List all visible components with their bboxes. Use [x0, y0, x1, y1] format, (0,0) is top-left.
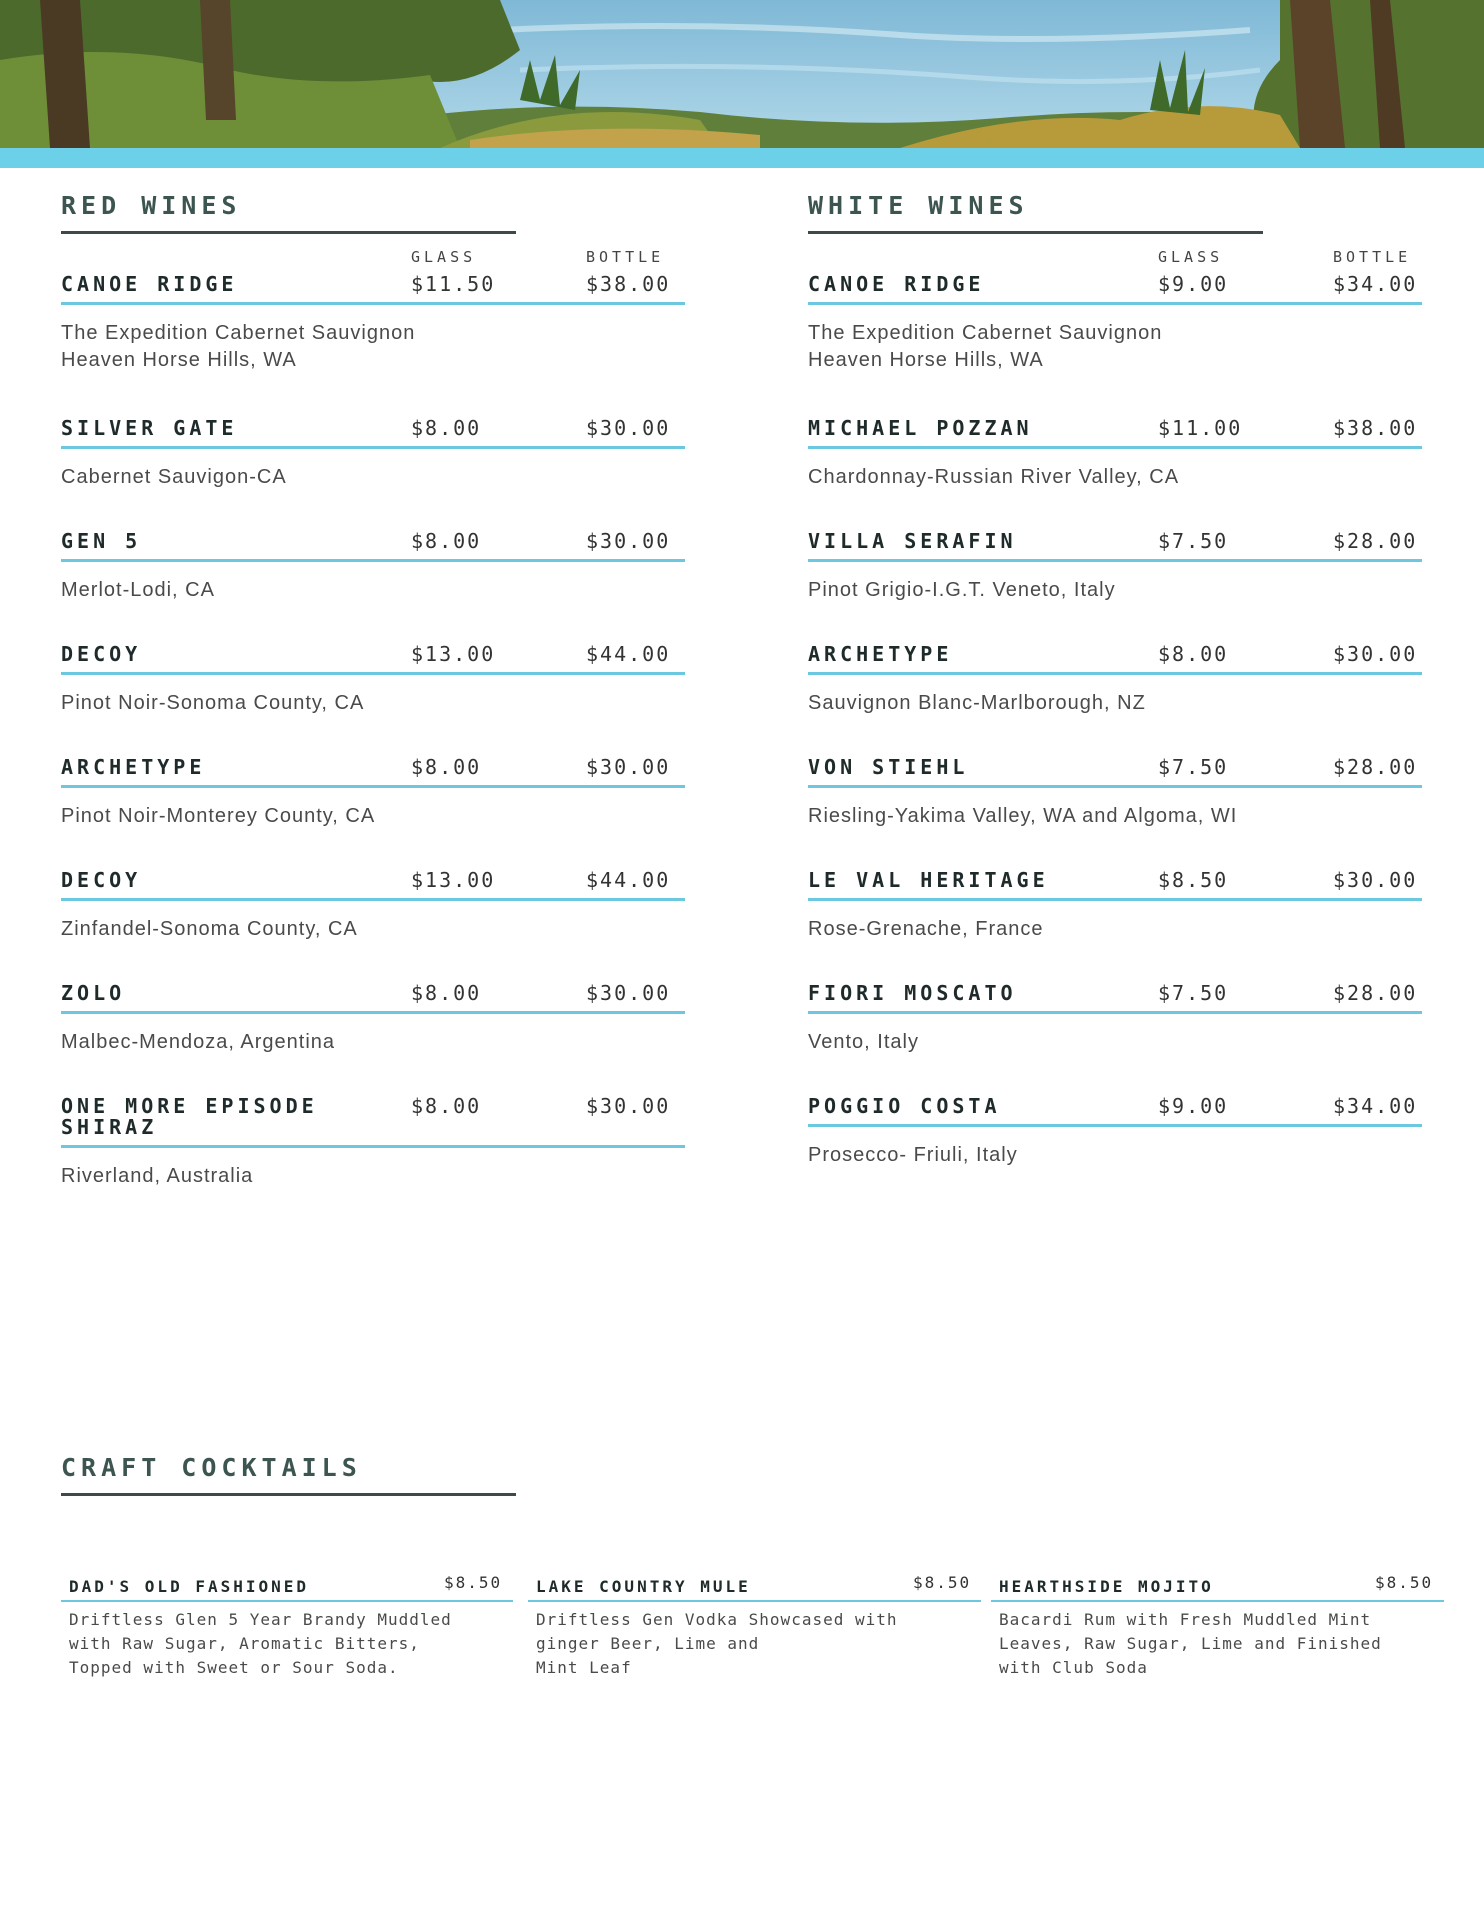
wine-item [808, 412, 1422, 491]
bottle-price: $30.00 [1333, 868, 1418, 892]
wine-item [61, 412, 685, 491]
wine-name: VILLA SERAFIN [808, 529, 1017, 553]
cocktail-price: $8.50 [1375, 1573, 1434, 1592]
wine-divider [808, 672, 1422, 675]
wine-description: Rose-Grenache, France [808, 918, 1044, 940]
wine-name: CANOE RIDGE [808, 272, 985, 296]
wine-name: FIORI MOSCATO [808, 981, 1017, 1005]
glass-header: GLASS [1158, 248, 1224, 266]
glass-price: $8.00 [411, 529, 482, 553]
wine-divider [61, 1145, 685, 1148]
wine-description: The Expedition Cabernet Sauvignon Heaven Horse Hills, WA [61, 322, 416, 371]
cocktail-name: LAKE COUNTRY MULE [536, 1577, 751, 1596]
cocktail-divider [61, 1600, 513, 1602]
wine-name: MICHAEL POZZAN [808, 416, 1033, 440]
wine-item [808, 977, 1422, 1056]
wine-divider [61, 559, 685, 562]
wine-item [61, 864, 685, 943]
wine-name: ONE MORE EPISODE SHIRAZ [61, 1094, 318, 1139]
wine-divider [61, 785, 685, 788]
bottle-price: $34.00 [1333, 272, 1418, 296]
glass-price: $7.50 [1158, 529, 1229, 553]
wine-description: Sauvignon Blanc-Marlborough, NZ [808, 692, 1146, 714]
wine-divider [61, 302, 685, 305]
cocktails-title: CRAFT COCKTAILS [61, 1453, 362, 1482]
glass-price: $9.00 [1158, 1094, 1229, 1118]
wine-description: Zinfandel-Sonoma County, CA [61, 918, 358, 940]
glass-price: $8.00 [411, 981, 482, 1005]
bottle-price: $30.00 [1333, 642, 1418, 666]
wine-item [61, 977, 685, 1056]
cocktail-name: DAD'S OLD FASHIONED [69, 1577, 310, 1596]
wine-description: Malbec-Mendoza, Argentina [61, 1031, 336, 1053]
wine-name: LE VAL HERITAGE [808, 868, 1049, 892]
wine-divider [61, 672, 685, 675]
landscape-painting-icon [0, 0, 1484, 148]
glass-header: GLASS [411, 248, 477, 266]
wine-item [61, 638, 685, 717]
glass-price: $8.00 [411, 1094, 482, 1118]
wine-name: DECOY [61, 868, 142, 892]
wine-row [61, 638, 685, 665]
wine-row [808, 638, 1422, 665]
wine-row [808, 977, 1422, 1004]
bottle-price: $30.00 [586, 529, 671, 553]
cocktail-divider [991, 1600, 1444, 1602]
wine-description: Pinot Noir-Sonoma County, CA [61, 692, 365, 714]
wine-divider [808, 559, 1422, 562]
wine-divider [808, 446, 1422, 449]
cocktail-name: HEARTHSIDE MOJITO [999, 1577, 1214, 1596]
bottle-header: BOTTLE [586, 248, 665, 266]
wine-description: Prosecco- Friuli, Italy [808, 1144, 1018, 1166]
wine-row [61, 525, 685, 552]
wine-row [61, 977, 685, 1004]
glass-price: $8.00 [411, 416, 482, 440]
cocktail-price: $8.50 [913, 1573, 972, 1592]
bottle-price: $38.00 [1333, 416, 1418, 440]
wine-item [61, 751, 685, 830]
wine-item [808, 1090, 1422, 1169]
wine-description: Merlot-Lodi, CA [61, 579, 215, 601]
wine-name: ZOLO [61, 981, 126, 1005]
wine-item [61, 1090, 685, 1190]
wine-divider [808, 1124, 1422, 1127]
column-headers [61, 234, 685, 268]
wine-name: SILVER GATE [61, 416, 238, 440]
wine-description: Chardonnay-Russian River Valley, CA [808, 466, 1180, 488]
wine-name: GEN 5 [61, 529, 142, 553]
bottle-price: $38.00 [586, 272, 671, 296]
glass-price: $11.00 [1158, 416, 1243, 440]
cocktails-header [61, 1450, 531, 1496]
wine-name: POGGIO COSTA [808, 1094, 1001, 1118]
wine-row [808, 525, 1422, 552]
glass-price: $13.00 [411, 642, 496, 666]
banner-painting [0, 0, 1484, 148]
bottle-price: $44.00 [586, 868, 671, 892]
wine-divider [808, 898, 1422, 901]
wine-description: Cabernet Sauvigon-CA [61, 466, 287, 488]
wine-divider [61, 898, 685, 901]
wine-row [61, 864, 685, 891]
glass-price: $8.00 [411, 755, 482, 779]
cocktail-description: Bacardi Rum with Fresh Muddled Mint Leaves, Raw Sugar, Lime and Finished with Club Soda [999, 1610, 1382, 1677]
white-wines-title: WHITE WINES [808, 191, 1029, 220]
wine-description: Pinot Grigio-I.G.T. Veneto, Italy [808, 579, 1116, 601]
wine-description: Pinot Noir-Monterey County, CA [61, 805, 376, 827]
glass-price: $9.00 [1158, 272, 1229, 296]
wine-description: The Expedition Cabernet Sauvignon Heaven Horse Hills, WA [808, 322, 1163, 371]
wine-row [808, 1090, 1422, 1117]
wine-row [61, 412, 685, 439]
wine-item [808, 638, 1422, 717]
bottle-header: BOTTLE [1333, 248, 1412, 266]
wine-divider [808, 785, 1422, 788]
wine-item [808, 268, 1422, 374]
wine-item [808, 751, 1422, 830]
wine-divider [808, 302, 1422, 305]
wine-item [808, 864, 1422, 943]
glass-price: $7.50 [1158, 981, 1229, 1005]
wine-row [808, 751, 1422, 778]
wine-row [808, 412, 1422, 439]
red-wines-section [61, 188, 685, 1224]
wine-name: ARCHETYPE [808, 642, 953, 666]
cocktail-description: Driftless Glen 5 Year Brandy Muddled with Raw Sugar, Aromatic Bitters, Topped with Sweet or Sour Soda. [69, 1610, 452, 1677]
bottle-price: $30.00 [586, 755, 671, 779]
column-headers [808, 234, 1422, 268]
glass-price: $13.00 [411, 868, 496, 892]
wine-description: Riverland, Australia [61, 1165, 254, 1187]
bottle-price: $34.00 [1333, 1094, 1418, 1118]
bottle-price: $44.00 [586, 642, 671, 666]
wine-description: Vento, Italy [808, 1031, 919, 1053]
wine-row [61, 751, 685, 778]
wine-divider [61, 446, 685, 449]
wine-row [808, 864, 1422, 891]
wine-row [61, 1090, 685, 1138]
accent-stripe [0, 148, 1484, 168]
wine-name: ARCHETYPE [61, 755, 206, 779]
wine-row [61, 268, 685, 295]
glass-price: $7.50 [1158, 755, 1229, 779]
glass-price: $11.50 [411, 272, 496, 296]
bottle-price: $28.00 [1333, 755, 1418, 779]
bottle-price: $30.00 [586, 1094, 671, 1118]
wine-divider [808, 1011, 1422, 1014]
cocktail-divider [528, 1600, 981, 1602]
wine-name: CANOE RIDGE [61, 272, 238, 296]
wine-item [808, 525, 1422, 604]
wine-description: Riesling-Yakima Valley, WA and Algoma, WI [808, 805, 1238, 827]
red-wines-title: RED WINES [61, 191, 242, 220]
bottle-price: $28.00 [1333, 981, 1418, 1005]
bottle-price: $30.00 [586, 416, 671, 440]
wine-row [808, 268, 1422, 295]
bottle-price: $28.00 [1333, 529, 1418, 553]
cocktail-description: Driftless Gen Vodka Showcased with ginger Beer, Lime and Mint Leaf [536, 1610, 898, 1677]
wine-name: DECOY [61, 642, 142, 666]
wine-item [61, 525, 685, 604]
glass-price: $8.00 [1158, 642, 1229, 666]
cocktail-price: $8.50 [444, 1573, 503, 1592]
wine-divider [61, 1011, 685, 1014]
title-divider [61, 1493, 516, 1496]
wine-name: VON STIEHL [808, 755, 969, 779]
glass-price: $8.50 [1158, 868, 1229, 892]
wine-item [61, 268, 685, 374]
bottle-price: $30.00 [586, 981, 671, 1005]
white-wines-section [808, 188, 1422, 1203]
